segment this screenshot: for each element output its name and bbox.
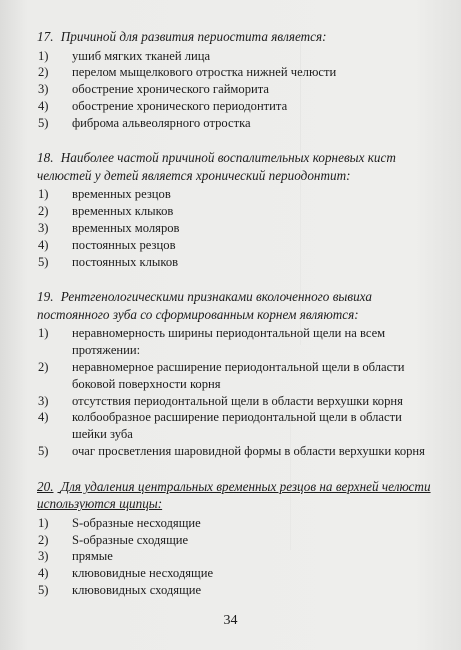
option-number: 4) [38, 566, 49, 581]
option-text: временных клыков [72, 204, 174, 219]
option-text: клювовидные несходящие [72, 566, 214, 581]
option-number: 2) [38, 532, 49, 547]
question-number: 18. [37, 150, 54, 166]
answer-option [37, 565, 437, 582]
option-number: 5) [38, 254, 49, 269]
option-text: отсутствия периодонтальной щели в области верхушки корня [72, 393, 403, 408]
question-title [37, 288, 437, 323]
option-number: 2) [38, 204, 49, 219]
option-number: 1) [38, 326, 49, 341]
option-text: фиброма альвеолярного отростка [72, 115, 251, 130]
question-title [37, 149, 437, 184]
option-number: 5) [38, 115, 49, 130]
answer-option [37, 325, 437, 359]
option-number: 5) [38, 444, 49, 459]
option-text: обострение хронического гайморита [72, 82, 269, 97]
question-text: Для удаления центральных временных резцов на верхней челюсти используются щипцы: [37, 478, 431, 512]
option-number: 1) [38, 515, 49, 530]
answer-option [37, 532, 437, 549]
answer-option [37, 548, 437, 565]
answer-option [37, 409, 437, 443]
answer-option [37, 203, 437, 220]
option-text: колбообразное расширение периодонтальной щели в области шейки зуба [72, 410, 402, 442]
answer-option [37, 81, 437, 98]
answer-option [37, 582, 437, 599]
option-number: 3) [38, 549, 49, 564]
option-number: 2) [38, 65, 49, 80]
option-number: 5) [38, 583, 49, 598]
option-text: S-образные несходящие [72, 515, 201, 530]
answer-option [37, 443, 437, 460]
option-text: обострение хронического периодонтита [72, 98, 288, 113]
option-number: 2) [38, 360, 49, 375]
answer-option [37, 515, 437, 532]
answer-option [37, 98, 437, 115]
answer-option [37, 359, 437, 393]
question-19 [37, 288, 437, 459]
question-number: 19. [37, 289, 54, 305]
option-number: 4) [38, 98, 49, 113]
question-17 [37, 28, 437, 131]
option-number: 3) [38, 393, 49, 408]
option-text: очаг просветления шаровидной формы в области верхушки корня [72, 444, 425, 459]
question-text: Наиболее частой причиной воспалительных корневых кист челюстей у детей является хронический периодонтит: [37, 150, 396, 183]
option-text: временных резцов [72, 187, 171, 202]
option-text: S-образные сходящие [72, 532, 189, 547]
option-text: неравномерность ширины периодонтальной щели на всем протяжении: [72, 326, 386, 358]
answer-option [37, 393, 437, 410]
page-number: 34 [223, 613, 238, 628]
answer-option [37, 186, 437, 203]
option-text: временных моляров [72, 221, 180, 236]
option-number: 1) [38, 48, 49, 63]
question-number: 20. [37, 478, 54, 494]
option-text: прямые [72, 549, 113, 564]
option-text: неравномерное расширение периодонтальной щели в области боковой поверхности корня [72, 360, 405, 391]
question-title [37, 28, 437, 46]
option-text: ушиб мягких тканей лица [72, 48, 211, 63]
question-text: Рентгенологическими признаками вколоченного вывиха постоянного зуба со сформированным корнем являются: [37, 289, 372, 322]
answer-option [37, 254, 437, 271]
option-number: 3) [38, 221, 49, 236]
question-18 [37, 149, 437, 270]
answer-option [37, 115, 437, 132]
option-number: 3) [38, 82, 49, 97]
option-text: перелом мыщелкового отростка нижней челюсти [72, 65, 337, 80]
option-number: 1) [38, 187, 49, 202]
option-number: 4) [38, 410, 49, 425]
answer-option [37, 64, 437, 81]
answer-option [37, 237, 437, 254]
answer-option [37, 220, 437, 237]
question-text: Причиной для развития периостита является: [60, 29, 327, 44]
option-text: клювовидных сходящие [72, 583, 202, 598]
question-title [37, 478, 437, 513]
question-20 [37, 478, 437, 599]
question-list [37, 28, 437, 617]
question-number: 17. [37, 29, 54, 44]
answer-option [37, 48, 437, 65]
option-text: постоянных клыков [72, 254, 179, 269]
option-text: постоянных резцов [72, 237, 176, 252]
option-number: 4) [38, 237, 49, 252]
